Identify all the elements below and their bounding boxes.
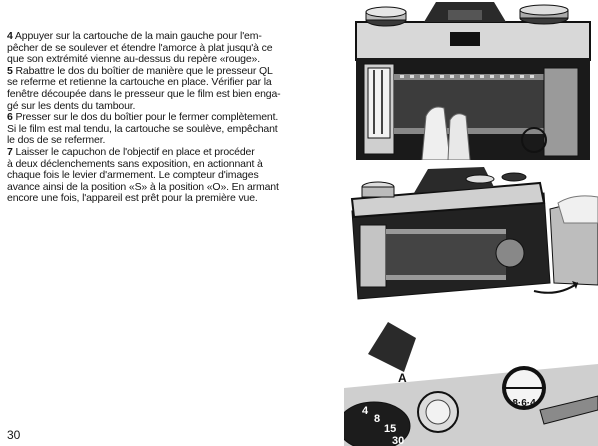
- instructions-text: [7, 31, 332, 205]
- dial-letter: A: [398, 371, 407, 385]
- step-4: [7, 31, 332, 66]
- step-number: 5: [7, 64, 13, 77]
- figure-camera-back-closing: [344, 163, 598, 305]
- step-number: 4: [7, 30, 13, 42]
- dial-mark-4: 4: [362, 405, 369, 417]
- step-6: [7, 112, 332, 147]
- step-text: Presser sur le dos du boîtier pour le fermer complètement. Si le film est mal tendu, la cartouche se soulève, empêchant le dos de se refermer.: [7, 111, 279, 147]
- figure-camera-film-loading: [344, 0, 598, 160]
- step-number: 6: [7, 111, 13, 124]
- dial-mark-30: 30: [392, 435, 405, 446]
- step-number: 7: [7, 145, 13, 158]
- dial-mark-15: 15: [384, 423, 397, 435]
- page-number: 30: [7, 428, 21, 442]
- step-text: Rabattre le dos du boîtier de manière que le presseur QL se referme et retienne la cartouche en place. Vérifier par la fenêtre découpée dans le presseur que le film est bien enga- gé sur les dents du tambour.: [7, 64, 281, 112]
- step-text: Appuyer sur la cartouche de la main gauche pour l'em- pêcher de se soulever et étendre l'amorce à plat jusqu'à ce que son extrémité vienne au-dessus du repère «rouge».: [7, 30, 273, 66]
- step-text: Laisser le capuchon de l'objectif en place et procéder à deux déclenchements sans exposition, en actionnant à chaque fois le levier d'armement. Le compteur d'images avance ainsi de la position «S» à la position «O». En armant encore une fois, l'appareil est prêt pour la première vue.: [7, 145, 279, 205]
- figure-frame-counter-closeup: [344, 314, 598, 446]
- dial-mark-8: 8: [374, 413, 381, 425]
- counter-marks: 8·6·4: [512, 398, 536, 409]
- step-5: [7, 66, 332, 112]
- step-7: [7, 147, 332, 205]
